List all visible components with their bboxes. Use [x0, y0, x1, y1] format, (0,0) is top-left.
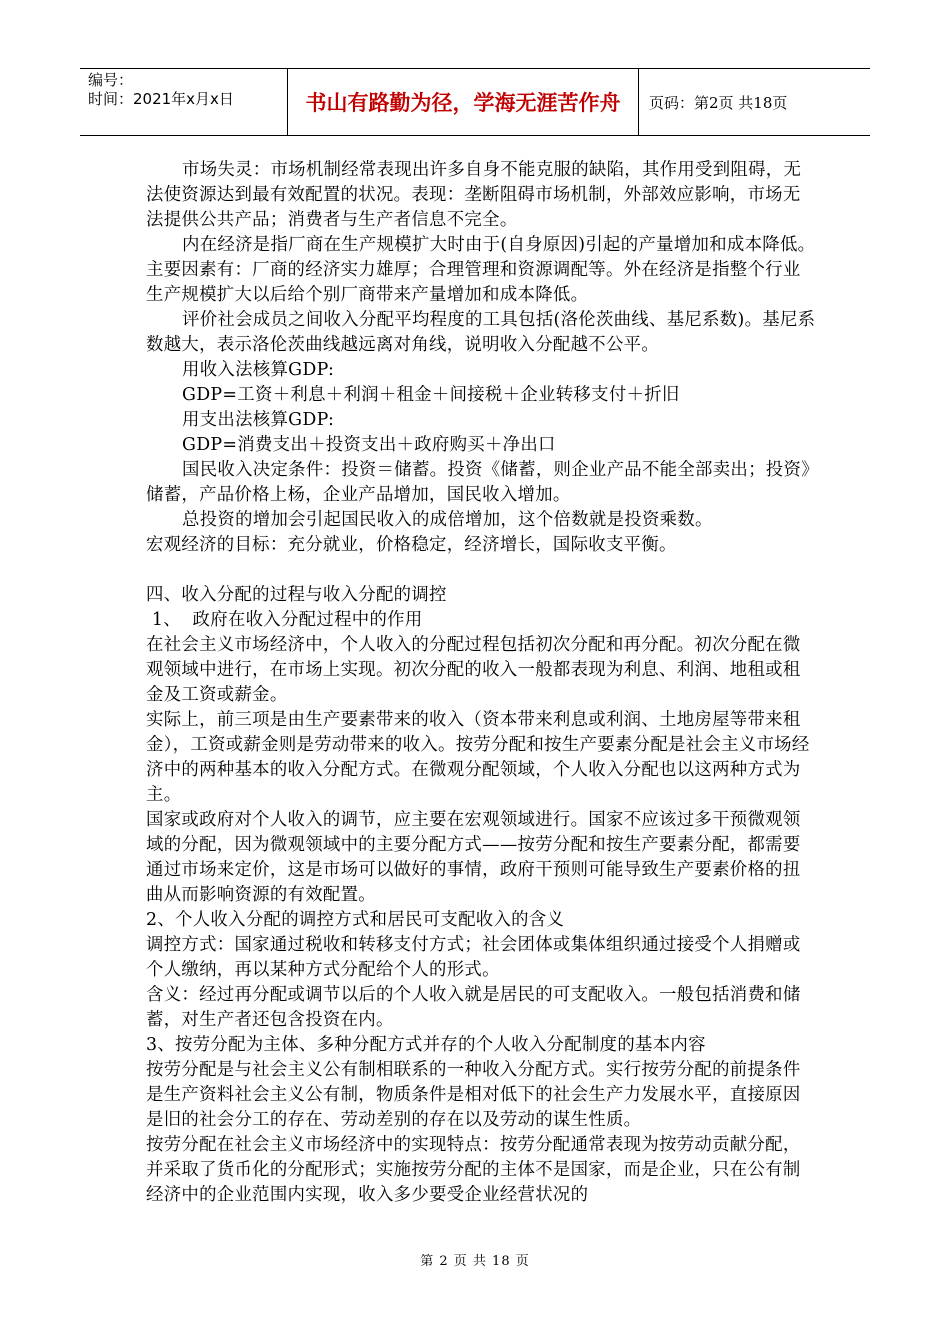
paragraph-multiplier: 总投资的增加会引起国民收入的成倍增加，这个倍数就是投资乘数。: [182, 510, 713, 530]
page-header: [80, 68, 870, 136]
paragraph-market-failure: 市场失灵：市场机制经常表现出许多自身不能克服的缺陷，其作用受到阻碍，无法使资源达到最有效配置的状况。表现：垄断阻碍市场机制，外部效应影响，市场无法提供公共产品；消费者与生产者信息不完全。: [146, 160, 802, 230]
paragraph-national-income: 国民收入决定条件：投资＝储蓄。投资《储蓄，则企业产品不能全部卖出；投资》储蓄，产品价格上杨，企业产品增加，国民收入增加。: [146, 460, 811, 505]
number-label: 编号：: [88, 71, 134, 89]
paragraph-internal-economy: 内在经济是指厂商在生产规模扩大时由于(自身原因)引起的产量增加和成本降低。主要因素有：厂商的经济实力雄厚；合理管理和资源调配等。外在经济是指整个行业生产规模扩大以后给个别厂商带来产量增加和成本降低。: [146, 235, 816, 305]
paragraph-regulation-methods: 调控方式：国家通过税收和转移支付方式；社会团体或集体组织通过接受个人捐赠或个人缴纳，再以某种方式分配给个人的形式。: [146, 935, 801, 980]
paragraph-gini: 评价社会成员之间收入分配平均程度的工具包括(洛伦茨曲线、基尼系数)。基尼系数越大，表示洛伦茨曲线越远离对角线，说明收入分配越不公平。: [146, 310, 816, 355]
paragraph-gdp-income-title: 用收入法核算GDP:: [182, 360, 335, 380]
header-meta: [80, 69, 288, 135]
header-page-label: 页码：第2页 共18页: [649, 93, 788, 112]
paragraph-gdp-expenditure-formula: GDP=消费支出＋投资支出＋政府购买＋净出口: [182, 435, 556, 455]
page-footer: 第 2 页 共 18 页: [420, 1254, 530, 1269]
subheading-1: 1、 政府在收入分配过程中的作用: [146, 610, 423, 630]
document-body: [146, 158, 816, 1208]
paragraph-factor-income: 实际上，前三项是由生产要素带来的收入（资本带来利息或利润、土地房屋等带来租金），工资或薪金则是劳动带来的收入。按劳分配和按生产要素分配是社会主义市场经济中的两种基本的收入分配方式。在微观分配领域，个人收入分配也以这两种方式为主。: [146, 710, 810, 805]
paragraph-distribution-by-labor: 按劳分配是与社会主义公有制相联系的一种收入分配方式。实行按劳分配的前提条件是生产资料社会主义公有制，物质条件是相对低下的社会生产力发展水平，直接原因是旧的社会分工的存在、劳动差别的存在以及劳动的谋生性质。: [146, 1060, 801, 1130]
section-heading-4: 四、收入分配的过程与收入分配的调控: [146, 585, 447, 605]
paragraph-distribution-process: 在社会主义市场经济中，个人收入的分配过程包括初次分配和再分配。初次分配在微观领域中进行，在市场上实现。初次分配的收入一般都表现为利息、利润、地租或租金及工资或薪金。: [146, 635, 801, 705]
blank-line: [146, 558, 816, 583]
header-motto: 书山有路勤为径，学海无涯苦作舟: [288, 69, 639, 135]
paragraph-gdp-expenditure-title: 用支出法核算GDP:: [182, 410, 335, 430]
paragraph-gdp-income-formula: GDP=工资＋利息＋利润＋租金＋间接税＋企业转移支付＋折旧: [182, 385, 680, 405]
paragraph-government-regulation: 国家或政府对个人收入的调节，应主要在宏观领域进行。国家不应该过多干预微观领域的分配，因为微观领域中的主要分配方式——按劳分配和按生产要素分配，都需要通过市场来定价，这是市场可以做好的事情，政府干预则可能导致生产要素价格的扭曲从而影响资源的有效配置。: [146, 810, 801, 905]
paragraph-macro-goals: 宏观经济的目标：充分就业，价格稳定，经济增长，国际收支平衡。: [146, 535, 677, 555]
subheading-2: 2、个人收入分配的调控方式和居民可支配收入的含义: [146, 910, 565, 930]
subheading-3: 3、按劳分配为主体、多种分配方式并存的个人收入分配制度的基本内容: [146, 1035, 706, 1055]
time-label: 时间：2021年x月x日: [88, 90, 234, 108]
paragraph-disposable-income: 含义：经过再分配或调节以后的个人收入就是居民的可支配收入。一般包括消费和储蓄，对生产者还包含投资在内。: [146, 985, 801, 1030]
paragraph-labor-features: 按劳分配在社会主义市场经济中的实现特点：按劳分配通常表现为按劳动贡献分配，并采取了货币化的分配形式；实施按劳分配的主体不是国家，而是企业，只在公有制经济中的企业范围内实现，收入多少要受企业经营状况的: [146, 1135, 801, 1205]
